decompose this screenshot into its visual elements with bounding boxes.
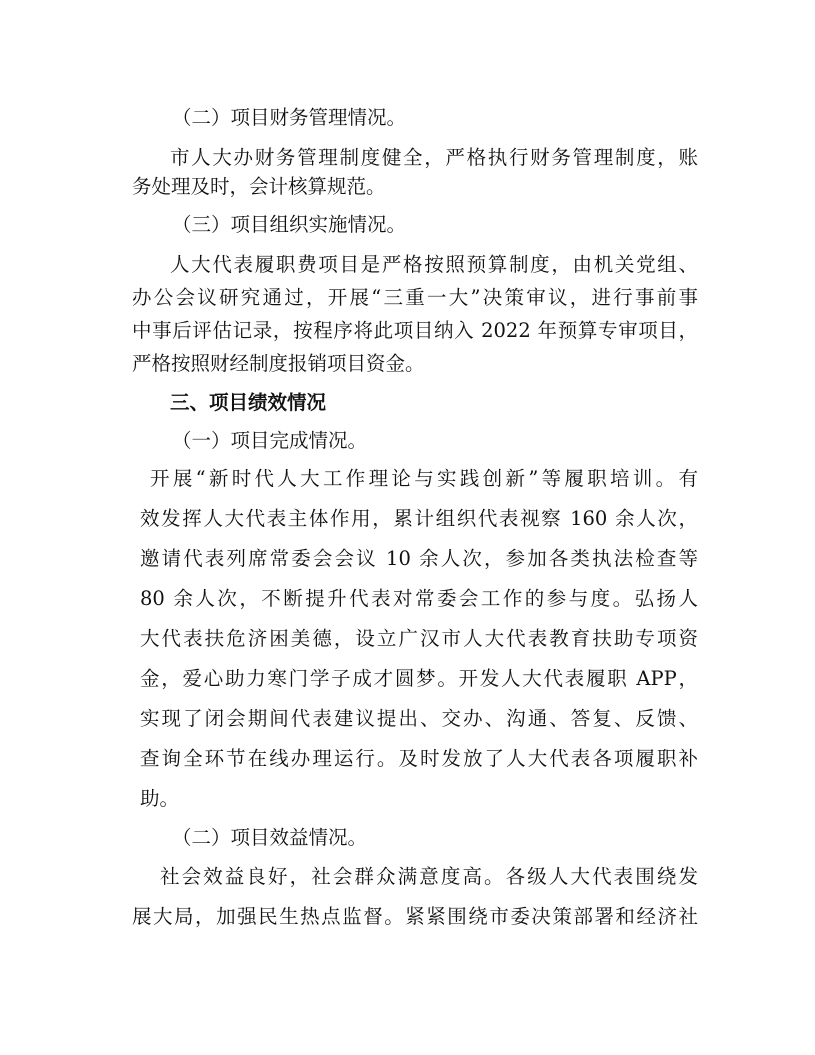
paragraph-benefit-line: 社会效益良好，社会群众满意度高。各级人大代表围绕发: [160, 865, 698, 888]
paragraph-finance-line: 市人大办财务管理制度健全，严格执行财务管理制度，账: [170, 146, 698, 169]
paragraph-completion-line: 助。: [140, 787, 180, 810]
paragraph-completion-line: 查询全环节在线办理运行。及时发放了人大代表各项履职补: [140, 747, 698, 770]
sub-heading-implementation: （三）项目组织实施情况。: [172, 213, 407, 236]
paragraph-implementation-line: 严格按照财经制度报销项目资金。: [132, 352, 425, 375]
paragraph-benefit-line: 展大局，加强民生热点监督。紧紧围绕市委决策部署和经济社: [132, 905, 698, 928]
paragraph-implementation-line: 中事后评估记录，按程序将此项目纳入 2022 年预算专审项目，: [132, 319, 698, 342]
paragraph-completion-line: 效发挥人大代表主体作用，累计组织代表视察 160 余人次，: [140, 507, 698, 530]
sub-heading-financial-management: （二）项目财务管理情况。: [172, 106, 407, 129]
paragraph-completion-line: 邀请代表列席常委会会议 10 余人次，参加各类执法检查等: [140, 547, 698, 570]
section-heading-performance: 三、项目绩效情况: [170, 391, 327, 414]
sub-heading-completion: （一）项目完成情况。: [172, 429, 368, 452]
paragraph-completion-line: 开展“新时代人大工作理论与实践创新”等履职培训。有: [150, 467, 698, 490]
paragraph-completion-line: 实现了闭会期间代表建议提出、交办、沟通、答复、反馈、: [140, 707, 698, 730]
paragraph-completion-line: 80 余人次，不断提升代表对常委会工作的参与度。弘扬人: [140, 587, 698, 610]
paragraph-implementation-line: 人大代表履职费项目是严格按照预算制度，由机关党组、: [170, 253, 698, 276]
paragraph-finance-line: 务处理及时，会计核算规范。: [132, 175, 386, 198]
paragraph-completion-line: 大代表扶危济困美德，设立广汉市人大代表教育扶助专项资: [140, 627, 698, 650]
paragraph-completion-line: 金，爱心助力寒门学子成才圆梦。开发人大代表履职 APP，: [140, 667, 698, 690]
paragraph-implementation-line: 办公会议研究通过，开展“三重一大”决策审议，进行事前事: [132, 286, 698, 309]
sub-heading-benefit: （二）项目效益情况。: [172, 826, 368, 849]
